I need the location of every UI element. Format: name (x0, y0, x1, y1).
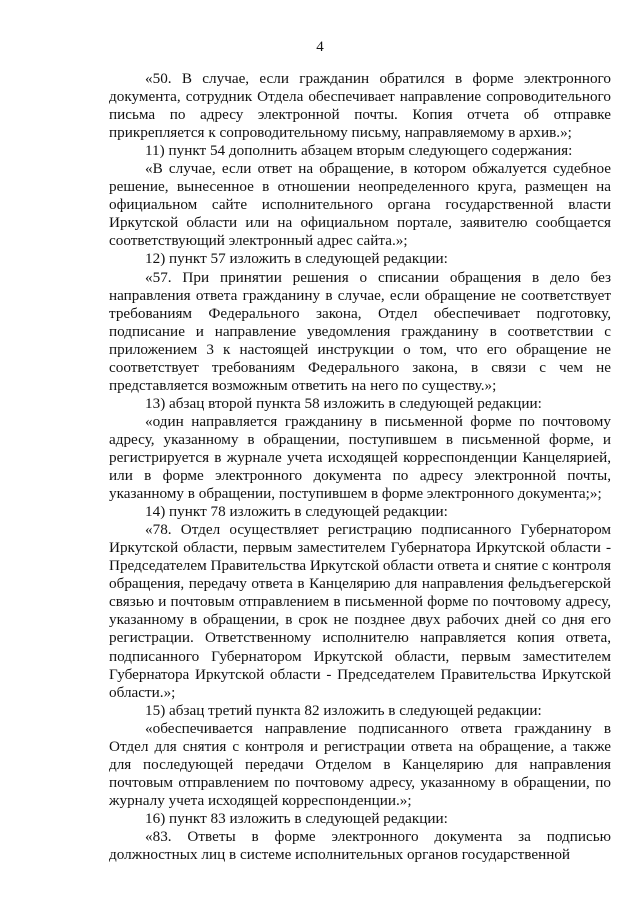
paragraph-amendment-14: 14) пункт 78 изложить в следующей редакции: (145, 503, 448, 521)
document-body (109, 70, 611, 864)
paragraph-amendment-13: 13) абзац второй пункта 58 изложить в следующей редакции: (145, 394, 542, 412)
paragraph-amendment-15: 15) абзац третий пункта 82 изложить в следующей редакции: (145, 701, 542, 719)
paragraph-amendment-11: 11) пункт 54 дополнить абзацем вторым следующего содержания: (145, 142, 573, 160)
paragraph-item-82-text: «обеспечивается направление подписанного ответа гражданину в Отдел для снятия с контроля и регистрации ответа на обращение, а также для последующей передачи Отделом в Канцелярию для направления почтовым отправлением по почтовому адресу, указанному в обращении, по журналу учета исходящей корреспонденции.»; (109, 719, 611, 809)
paragraph-item-78-text: «78. Отдел осуществляет регистрацию подписанного Губернатором Иркутской области, первым заместителем Губернатора Иркутской области - Председателем Правительства Иркутской области ответа и снятие с контроля обращения, передачу ответа в Канцелярию для направления фельдъегерской связью и почтовым отправлением в письменной форме по почтовому адресу, указанному в обращении, в срок не позднее двух рабочих дней со дня его регистрации. Ответственному исполнителю направляется копия ответа, подписанного Губернатором Иркутской области, первым заместителем Губернатора Иркутской области - Председателем Правительства Иркутской области.»; (109, 521, 611, 701)
paragraph-item-54-text: «В случае, если ответ на обращение, в котором обжалуется судебное решение, вынесенное в отношении неопределенного круга, размещен на официальном сайте исполнительного органа государственной власти Иркутской области или на официальном портале, заявителю сообщается соответствующий электронный адрес сайта.»; (109, 160, 611, 250)
page-number: 4 (316, 39, 324, 55)
paragraph-item-58-text: «один направляется гражданину в письменной форме по почтовому адресу, указанному в обращении, поступившем в письменной форме, и регистрируется в журнале учета исходящей корреспонденции Канцелярией, или в форме электронного документа по адресу электронной почты, указанному в обращении, поступившем в форме электронного документа;»; (109, 412, 611, 503)
paragraph-item-50-text: «50. В случае, если гражданин обратился в форме электронного документа, сотрудник Отдела обеспечивает направление сопроводительного письма по адресу электронной почты. Копия отчета об отправке прикрепляется к сопроводительному письму, направляемому в архив.»; (109, 70, 611, 142)
paragraph-item-83-text: «83. Ответы в форме электронного документа за подписью должностных лиц в системе исполнительных органов государственной (109, 827, 611, 864)
paragraph-amendment-12: 12) пункт 57 изложить в следующей редакции: (145, 250, 448, 268)
paragraph-item-57-text: «57. При принятии решения о списании обращения в дело без направления ответа гражданину в случае, если обращение не соответствует требованиям Федерального закона, Отдел обеспечивает подготовку, подписание и направление уведомления гражданину в соответствии с приложением 3 к настоящей инструкции о том, что его обращение не соответствует требованиям Федерального закона, в связи с чем не представляется возможным ответить на него по существу.»; (109, 268, 611, 394)
paragraph-amendment-16: 16) пункт 83 изложить в следующей редакции: (145, 809, 448, 827)
